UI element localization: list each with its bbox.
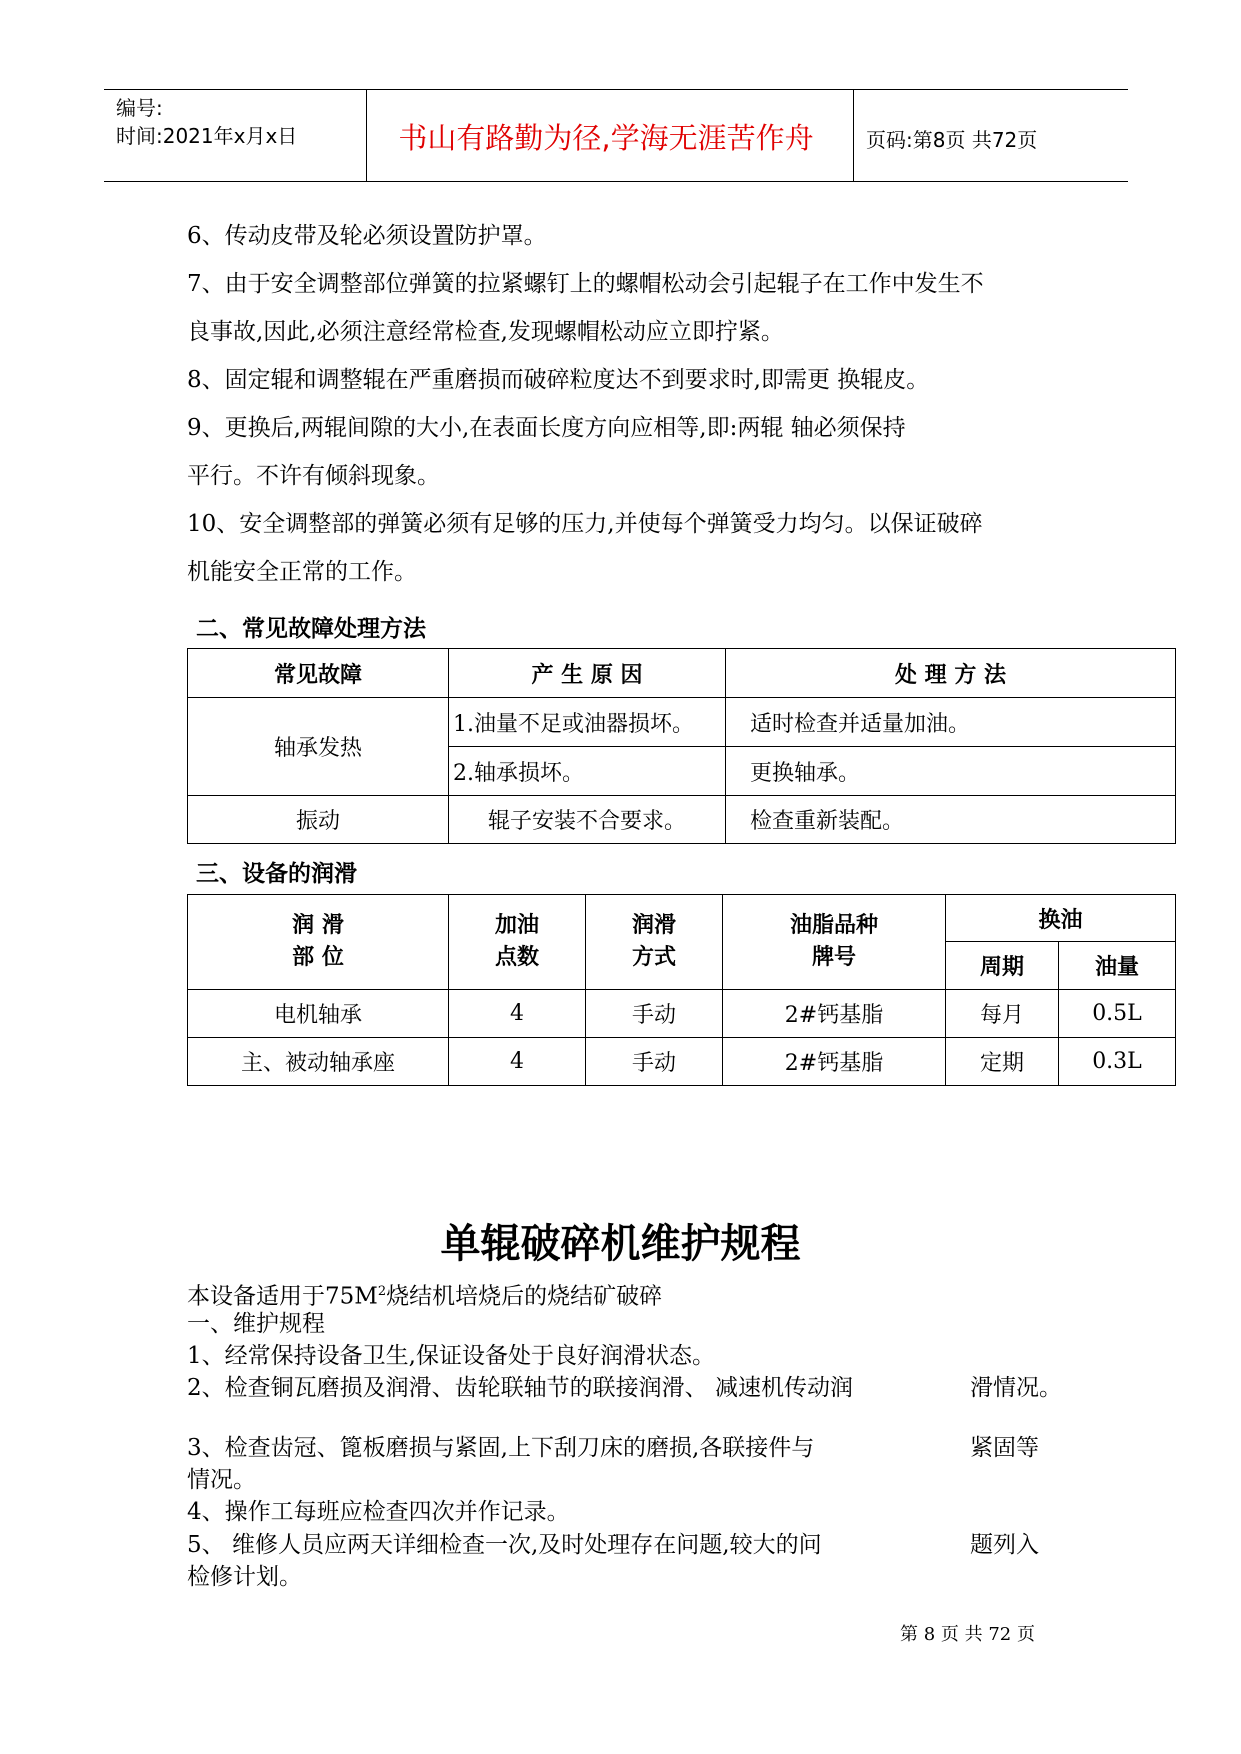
body-text xyxy=(187,212,984,596)
lube-table xyxy=(187,894,1176,1086)
header-method-line1: 润滑 xyxy=(631,913,676,938)
table-row xyxy=(188,796,1176,844)
table-header-cell: 油量 xyxy=(1059,942,1176,990)
fault-section-title: 二、常见故障处理方法 xyxy=(196,616,426,642)
table-cell: 手动 xyxy=(586,1038,723,1086)
header-points-line2: 点数 xyxy=(494,945,539,970)
body-line: 8、固定辊和调整辊在严重磨损而破碎粒度达不到要求时,即需更 换辊皮。 xyxy=(187,367,930,393)
intro-text-pre: 本设备适用于75M xyxy=(187,1283,378,1310)
table-header-row xyxy=(188,649,1176,698)
table-cell: 检查重新装配。 xyxy=(726,796,1176,844)
list-item-tail: 滑情况。 xyxy=(970,1375,1062,1401)
table-cell: 辊子安装不合要求。 xyxy=(449,796,726,844)
table-cell: 4 xyxy=(449,990,586,1038)
header-page-info: 页码:第8页 共72页 xyxy=(866,128,1038,152)
list-item: 5、 维修人员应两天详细检查一次,及时处理存在问题,较大的问 xyxy=(187,1532,822,1558)
table-cell: 主、被动轴承座 xyxy=(188,1038,449,1086)
document-title: 单辊破碎机维护规程 xyxy=(440,1221,801,1267)
header-divider-right xyxy=(853,90,854,182)
list-item: 4、操作工每班应检查四次并作记录。 xyxy=(187,1499,570,1525)
table-cell: 4 xyxy=(449,1038,586,1086)
table-cell: 2#钙基脂 xyxy=(723,1038,946,1086)
list-item-continuation: 检修计划。 xyxy=(187,1564,302,1590)
body-line: 6、传动皮带及轮必须设置防护罩。 xyxy=(187,223,547,249)
header-method-line2: 方式 xyxy=(631,945,676,970)
header-grease-line2: 牌号 xyxy=(811,945,856,970)
table-cell: 轴承发热 xyxy=(188,698,449,796)
page-footer: 第 8 页 共 72 页 xyxy=(900,1624,1035,1645)
body-line: 7、由于安全调整部位弹簧的拉紧螺钉上的螺帽松动会引起辊子在工作中发生不 xyxy=(187,271,984,297)
header-part-line2: 部 位 xyxy=(292,945,344,970)
table-row xyxy=(188,698,1176,747)
table-row xyxy=(188,990,1176,1038)
list-item: 1、经常保持设备卫生,保证设备处于良好润滑状态。 xyxy=(187,1343,715,1369)
body-line: 良事故,因此,必须注意经常检查,发现螺帽松动应立即拧紧。 xyxy=(187,319,784,345)
header-points-line1: 加油 xyxy=(494,913,539,938)
table-cell: 2#钙基脂 xyxy=(723,990,946,1038)
table-header-cell: 换油 xyxy=(946,895,1176,942)
header-motto: 书山有路勤为径,学海无涯苦作舟 xyxy=(398,121,814,155)
body-line: 平行。不许有倾斜现象。 xyxy=(187,463,440,489)
table-header-cell xyxy=(586,895,723,990)
table-cell: 手动 xyxy=(586,990,723,1038)
table-header-cell: 处 理 方 法 xyxy=(726,649,1176,698)
table-row xyxy=(188,1038,1176,1086)
fault-table xyxy=(187,648,1176,844)
table-cell: 0.3L xyxy=(1059,1038,1176,1086)
table-header-cell: 周期 xyxy=(946,942,1059,990)
list-item: 3、检查齿冠、篦板磨损与紧固,上下刮刀床的磨损,各联接件与 xyxy=(187,1435,815,1461)
table-cell: 振动 xyxy=(188,796,449,844)
body-line: 机能安全正常的工作。 xyxy=(187,559,417,585)
table-header-cell: 产 生 原 因 xyxy=(449,649,726,698)
list-item-continuation: 情况。 xyxy=(187,1467,256,1493)
header-bottom-rule xyxy=(104,181,1128,182)
table-cell: 2.轴承损坏。 xyxy=(449,747,726,796)
table-cell: 0.5L xyxy=(1059,990,1176,1038)
table-header-cell: 常见故障 xyxy=(188,649,449,698)
body-line: 9、更换后,两辊间隙的大小,在表面长度方向应相等,即:两辊 轴必须保持 xyxy=(187,415,906,441)
list-item: 2、检查铜瓦磨损及润滑、齿轮联轴节的联接润滑、 减速机传动润 xyxy=(187,1375,853,1401)
intro-superscript: 2 xyxy=(377,1284,387,1299)
header-number-label: 编号: xyxy=(116,96,163,120)
table-cell: 更换轴承。 xyxy=(726,747,1176,796)
table-cell: 适时检查并适量加油。 xyxy=(726,698,1176,747)
intro-text-post: 烧结机培烧后的烧结矿破碎 xyxy=(386,1283,663,1310)
table-cell: 1.油量不足或油器损坏。 xyxy=(449,698,726,747)
body-line: 10、安全调整部的弹簧必须有足够的压力,并使每个弹簧受力均匀。以保证破碎 xyxy=(187,511,983,537)
table-header-cell xyxy=(188,895,449,990)
header-top-rule xyxy=(104,89,1128,90)
lube-section-title: 三、设备的润滑 xyxy=(196,861,357,887)
table-cell: 电机轴承 xyxy=(188,990,449,1038)
list-item-tail: 题列入 xyxy=(970,1532,1039,1558)
header-time-label: 时间:2021年x月x日 xyxy=(116,124,298,148)
table-header-cell xyxy=(449,895,586,990)
table-header-row xyxy=(188,895,1176,942)
header-grease-line1: 油脂品种 xyxy=(789,913,878,938)
list-item-tail: 紧固等 xyxy=(970,1435,1039,1461)
table-header-cell xyxy=(723,895,946,990)
header-part-line1: 润 滑 xyxy=(292,913,344,938)
table-cell: 定期 xyxy=(946,1038,1059,1086)
second-doc-subtitle: 一、维护规程 xyxy=(187,1311,325,1337)
table-cell: 每月 xyxy=(946,990,1059,1038)
